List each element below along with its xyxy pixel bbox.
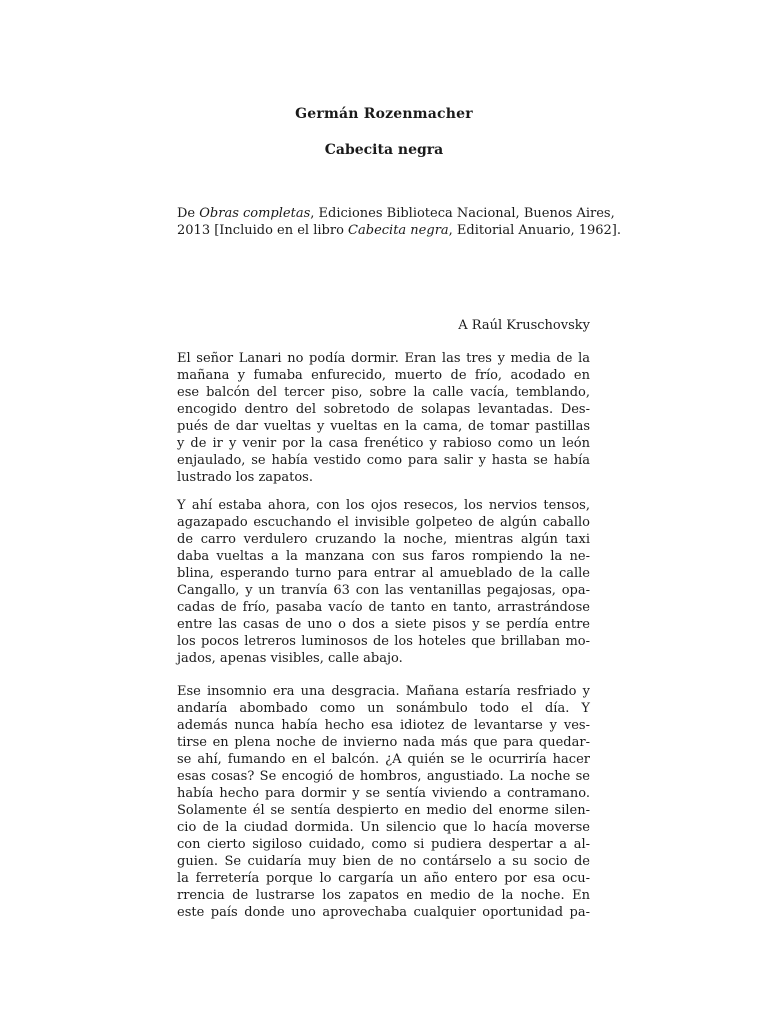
paragraph-line: con cierto sigiloso cuidado, como si pudiera despertar a al-: [177, 837, 590, 852]
paragraph-line: guien. Se cuidaría muy bien de no contárselo a su socio de: [177, 854, 590, 869]
paragraph-line: esas cosas? Se encogió de hombros, angustiado. La noche se: [177, 769, 590, 784]
paragraph-line: agazapado escuchando el invisible golpeteo de algún caballo: [177, 515, 590, 530]
source-line-2: [177, 222, 622, 239]
paragraph-line: cadas de frío, pasaba vacío de tanto en tanto, arrastrándose: [177, 600, 590, 615]
paragraph-line: blina, esperando turno para entrar al amueblado de la calle: [177, 566, 590, 581]
author-name: Germán Rozenmacher: [295, 106, 473, 122]
paragraph-line: mañana y fumaba enfurecido, muerto de frío, acodado en: [177, 368, 590, 383]
paragraph-line: Solamente él se sentía despierto en medio del enorme silen-: [177, 803, 590, 818]
source-publisher: , Ediciones Biblioteca Nacional, Buenos Aires,: [310, 206, 615, 221]
paragraph-line: pués de dar vueltas y vueltas en la cama, de tomar pastillas: [177, 419, 590, 434]
paragraph-line: la ferretería porque lo cargaría un año entero por esa ocu-: [177, 871, 590, 886]
paragraph-line: enjaulado, se había vestido como para salir y hasta se había: [177, 453, 590, 468]
paragraph-line: tirse en plena noche de invierno nada más que para quedar-: [177, 735, 590, 750]
paragraph-line: andaría abombado como un sonámbulo todo el día. Y: [177, 701, 590, 716]
paragraph-line: ese balcón del tercer piso, sobre la calle vacía, temblando,: [177, 385, 590, 400]
story-title: Cabecita negra: [324, 142, 444, 158]
paragraph-line: había hecho para dormir y se sentía viviendo a contramano.: [177, 786, 590, 801]
paragraph-line: Ese insomnio era una desgracia. Mañana estaría resfriado y: [177, 684, 590, 699]
paragraph-3: [177, 683, 590, 921]
paragraph-line: de carro verdulero cruzando la noche, mientras algún taxi: [177, 532, 590, 547]
paragraph-line: cio de la ciudad dormida. Un silencio que lo hacía moverse: [177, 820, 590, 835]
paragraph-line: jados, apenas visibles, calle abajo.: [177, 651, 403, 666]
source-work: Obras completas: [199, 206, 311, 221]
source-citation: [177, 205, 622, 239]
paragraph-line: además nunca había hecho esa idiotez de levantarse y ves-: [177, 718, 590, 733]
source-book: Cabecita negra: [348, 223, 449, 238]
paragraph-line: este país donde uno aprovechaba cualquier oportunidad pa-: [177, 905, 590, 920]
paragraph-line: rrencia de lustrarse los zapatos en medio de la noche. En: [177, 888, 590, 903]
paragraph-1: [177, 350, 590, 486]
paragraph-line: lustrado los zapatos.: [177, 470, 313, 485]
source-line2-prefix: 2013 [Incluido en el libro: [177, 223, 349, 238]
paragraph-line: se ahí, fumando en el balcón. ¿A quién se le ocurriría hacer: [177, 752, 590, 767]
paragraph-line: los pocos letreros luminosos de los hoteles que brillaban mo-: [177, 634, 590, 649]
paragraph-line: encogido dentro del sobretodo de solapas levantadas. Des-: [177, 402, 590, 417]
paragraph-line: y de ir y venir por la casa frenético y rabioso como un león: [177, 436, 590, 451]
source-line-1: [177, 205, 615, 222]
source-line2-suffix: , Editorial Anuario, 1962].: [448, 223, 622, 238]
paragraph-line: El señor Lanari no podía dormir. Eran las tres y media de la: [177, 351, 590, 366]
paragraph-line: Y ahí estaba ahora, con los ojos resecos, los nervios tensos,: [177, 498, 590, 513]
dedication: A Raúl Kruschovsky: [458, 318, 590, 333]
paragraph-line: entre las casas de uno o dos a siete pisos y se perdía entre: [177, 617, 590, 632]
source-prefix: De: [177, 206, 200, 221]
paragraph-line: Cangallo, y un tranvía 63 con las ventanillas pegajosas, opa-: [177, 583, 590, 598]
paragraph-line: daba vueltas a la manzana con sus faros rompiendo la ne-: [177, 549, 590, 564]
paragraph-2: [177, 497, 590, 667]
